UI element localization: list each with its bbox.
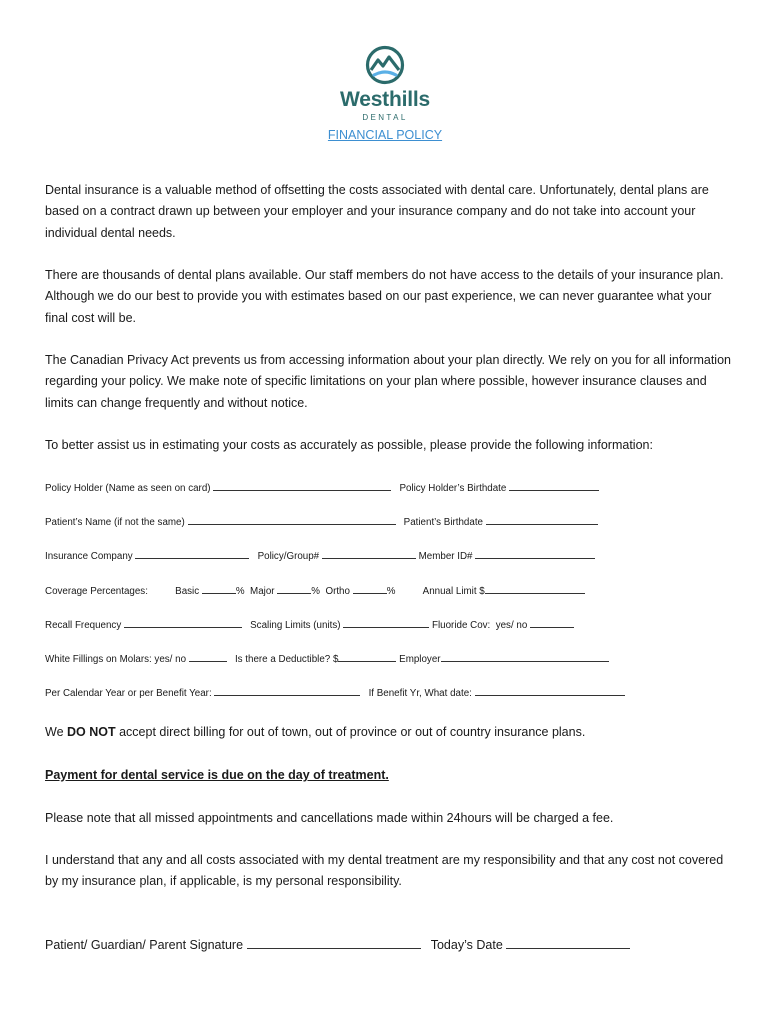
insurance-company-field[interactable] <box>135 549 249 559</box>
fluoride-field[interactable] <box>530 618 574 628</box>
page-title: FINANCIAL POLICY <box>327 128 443 142</box>
policy-holder-birthdate-field[interactable] <box>509 481 599 491</box>
basic-percent: % <box>235 586 245 597</box>
employer-label: Employer <box>399 654 441 665</box>
signature-label: Patient/ Guardian/ Parent Signature <box>45 938 244 952</box>
deductible-field[interactable] <box>338 652 396 662</box>
form-row-recall <box>45 618 745 631</box>
date-label: Today’s Date <box>430 938 503 952</box>
patient-birthdate-label: Patient’s Birthdate <box>403 517 484 528</box>
annual-limit-field[interactable] <box>485 584 585 594</box>
policy-group-label: Policy/Group# <box>257 551 320 562</box>
do-not-emphasis: DO NOT <box>67 725 116 739</box>
patient-name-label: Patient’s Name (if not the same) <box>45 517 185 528</box>
calendar-year-label: Per Calendar Year or per Benefit Year: <box>45 688 212 699</box>
ortho-label: Ortho <box>325 586 350 597</box>
billing-notice: We DO NOT accept direct billing for out of town, out of province or out of country insurance plans. <box>45 725 586 739</box>
major-label: Major <box>250 586 275 597</box>
benefit-yr-field[interactable] <box>475 686 625 696</box>
coverage-label: Coverage Percentages: <box>45 586 148 597</box>
form-row-fillings <box>45 652 745 665</box>
form-row-coverage <box>45 584 745 597</box>
scaling-field[interactable] <box>343 618 429 628</box>
form-row-policy-holder <box>45 481 745 494</box>
ortho-percent: % <box>386 586 396 597</box>
policy-holder-label: Policy Holder (Name as seen on card) <box>45 483 211 494</box>
annual-limit-label: Annual Limit $ <box>422 586 485 597</box>
payment-notice: Payment for dental service is due on the day of treatment. <box>45 768 389 782</box>
member-id-label: Member ID# <box>418 551 473 562</box>
recall-label: Recall Frequency <box>45 620 122 631</box>
major-field[interactable] <box>277 584 311 594</box>
intro-paragraph: Dental insurance is a valuable method of offsetting the costs associated with dental care. Unfortunately, dental plans are based on a contract drawn up between your employer and your insurance company and do not take into account your individual dental needs. <box>45 183 709 240</box>
brand-sub: DENTAL <box>362 113 408 122</box>
benefit-yr-label: If Benefit Yr, What date: <box>368 688 472 699</box>
recall-field[interactable] <box>124 618 242 628</box>
privacy-paragraph: The Canadian Privacy Act prevents us from accessing information about your plan directly. We rely on you for all information regarding your policy. We make note of specific limitations on your plan where possible, however insurance clauses and limits can change frequently and without notice. <box>45 353 731 410</box>
missed-appointments-notice: Please note that all missed appointments and cancellations made within 24hours will be charged a fee. <box>45 811 614 825</box>
white-fillings-label: White Fillings on Molars: yes/ no <box>45 654 187 665</box>
patient-birthdate-field[interactable] <box>486 515 598 525</box>
fluoride-label: Fluoride Cov: yes/ no <box>432 620 528 631</box>
member-id-field[interactable] <box>475 549 595 559</box>
form-row-benefit-year <box>45 686 745 699</box>
ortho-field[interactable] <box>353 584 387 594</box>
signature-field[interactable] <box>247 935 421 949</box>
policy-holder-field[interactable] <box>213 481 391 491</box>
form-row-patient <box>45 515 745 528</box>
logo <box>0 44 770 123</box>
brand-name: Westhills <box>339 88 430 111</box>
major-percent: % <box>311 586 320 597</box>
responsibility-statement: I understand that any and all costs associated with my dental treatment are my responsibility and that any cost not covered by my insurance plan, if applicable, is my personal responsibility. <box>45 853 724 889</box>
insurance-company-label: Insurance Company <box>45 551 133 562</box>
patient-name-field[interactable] <box>188 515 396 525</box>
scaling-label: Scaling Limits (units) <box>250 620 341 631</box>
plans-paragraph: There are thousands of dental plans available. Our staff members do not have access to the details of your insurance plan. Although we do our best to provide you with estimates based on our past experience, we can never guarantee what your final cost will be. <box>45 268 724 325</box>
employer-field[interactable] <box>441 652 609 662</box>
assist-paragraph: To better assist us in estimating your costs as accurately as possible, please provide the following information: <box>45 438 653 452</box>
form-row-insurance <box>45 549 745 562</box>
policy-group-field[interactable] <box>322 549 416 559</box>
white-fillings-field[interactable] <box>189 652 227 662</box>
date-field[interactable] <box>506 935 630 949</box>
mountain-logo-icon <box>363 44 407 86</box>
calendar-year-field[interactable] <box>214 686 360 696</box>
basic-label: Basic <box>175 586 200 597</box>
signature-row <box>45 935 735 956</box>
basic-field[interactable] <box>202 584 236 594</box>
policy-holder-birthdate-label: Policy Holder’s Birthdate <box>399 483 507 494</box>
deductible-label: Is there a Deductible? $ <box>234 654 339 665</box>
